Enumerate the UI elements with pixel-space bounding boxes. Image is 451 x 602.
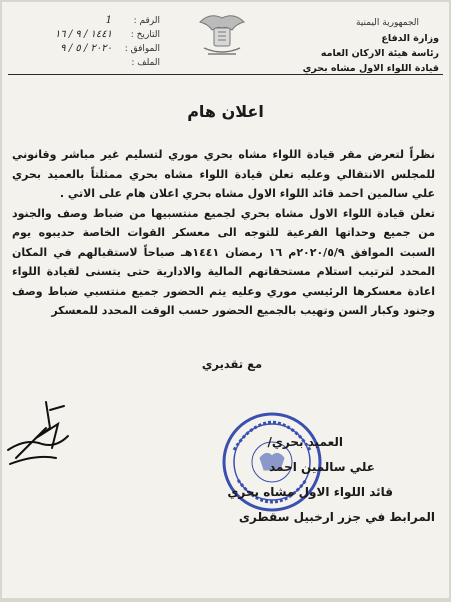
ref-date-row xyxy=(10,28,160,42)
issuing-organization xyxy=(289,16,439,76)
ref-file-label: الملف : xyxy=(131,58,160,68)
org-line-ministry: وزارة الدفاع xyxy=(381,33,439,44)
handwritten-signature-icon xyxy=(6,398,86,470)
announcement-body xyxy=(12,145,435,321)
ref-number-label: الرقم : xyxy=(133,16,160,26)
signatory-block xyxy=(171,430,441,530)
ref-number-row xyxy=(10,14,160,28)
announcement-title: اعلان هام xyxy=(187,102,264,121)
reference-block xyxy=(10,14,160,70)
signatory-rank: العميد بحري/ xyxy=(267,435,343,449)
signatory-location: المرابط في جزر ارخبيل سقطرى xyxy=(238,510,435,524)
national-emblem-icon xyxy=(192,8,252,64)
ref-date-label: التاريخ : xyxy=(130,30,160,40)
org-line-staff: رئاسة هيئة الاركان العامه xyxy=(320,48,439,59)
ref-corresp-row xyxy=(10,42,160,56)
ref-file-row xyxy=(10,56,160,70)
body-paragraph-1: نظراً لتعرض مقر قيادة اللواء مشاه بحري موري لتسليم غير مباشر وقانوني للمجلس الانتقالي وعليه تعلن قيادة اللواء مشاه بحري ممثلتاً بالعميد بحري علي سالمين احمد قائد اللواء الاول مشاه بحري اعلان هام على الاتي . xyxy=(12,148,435,200)
ref-corresp-label: الموافق : xyxy=(124,44,160,54)
signatory-name: علي سالمين احمد xyxy=(269,460,375,474)
body-paragraph-2: تعلن قيادة اللواء الاول مشاه بحري لجميع منتسبيها من ضباط وصف والجنود من جميع وحداتها الفرعية للتوجه الى معسكر القوات الخاصة حديبوه يوم السبت الموافق ٢٠٢٠/٥/٩م ١٦ رمضان ١٤٤١هـ صباحاً لاستقبالهم في المكان المحدد لترتيب استلام مستحقاتهم المالية والادارية حتى يتسنى لقيادة اللواء اعادة معسكرها الرئيسي موري وعليه يتم الحضور جميع منتسبي ضباط وصف وجنود وكبار السن وتهيب بالجميع الحضور حسب الوقت المحدد للمعسكر xyxy=(12,206,435,317)
header-divider xyxy=(8,74,443,75)
org-line-country: الجمهورية اليمنية xyxy=(355,18,419,28)
ref-date-value: ١٤٤١ / ٩ / ١٦ xyxy=(54,29,112,40)
closing-regards: مع تقديري xyxy=(201,357,263,371)
ref-corresp-value: ٢٠٢٠ / ٥ / ٩ xyxy=(60,43,112,54)
org-line-brigade: قيادة اللواء الاول مشاه بحري xyxy=(302,63,439,74)
signatory-position: قائد اللواء الاول مشاه بحري xyxy=(227,485,393,499)
document-page xyxy=(2,2,449,598)
ref-number-value: 1 xyxy=(105,15,112,26)
